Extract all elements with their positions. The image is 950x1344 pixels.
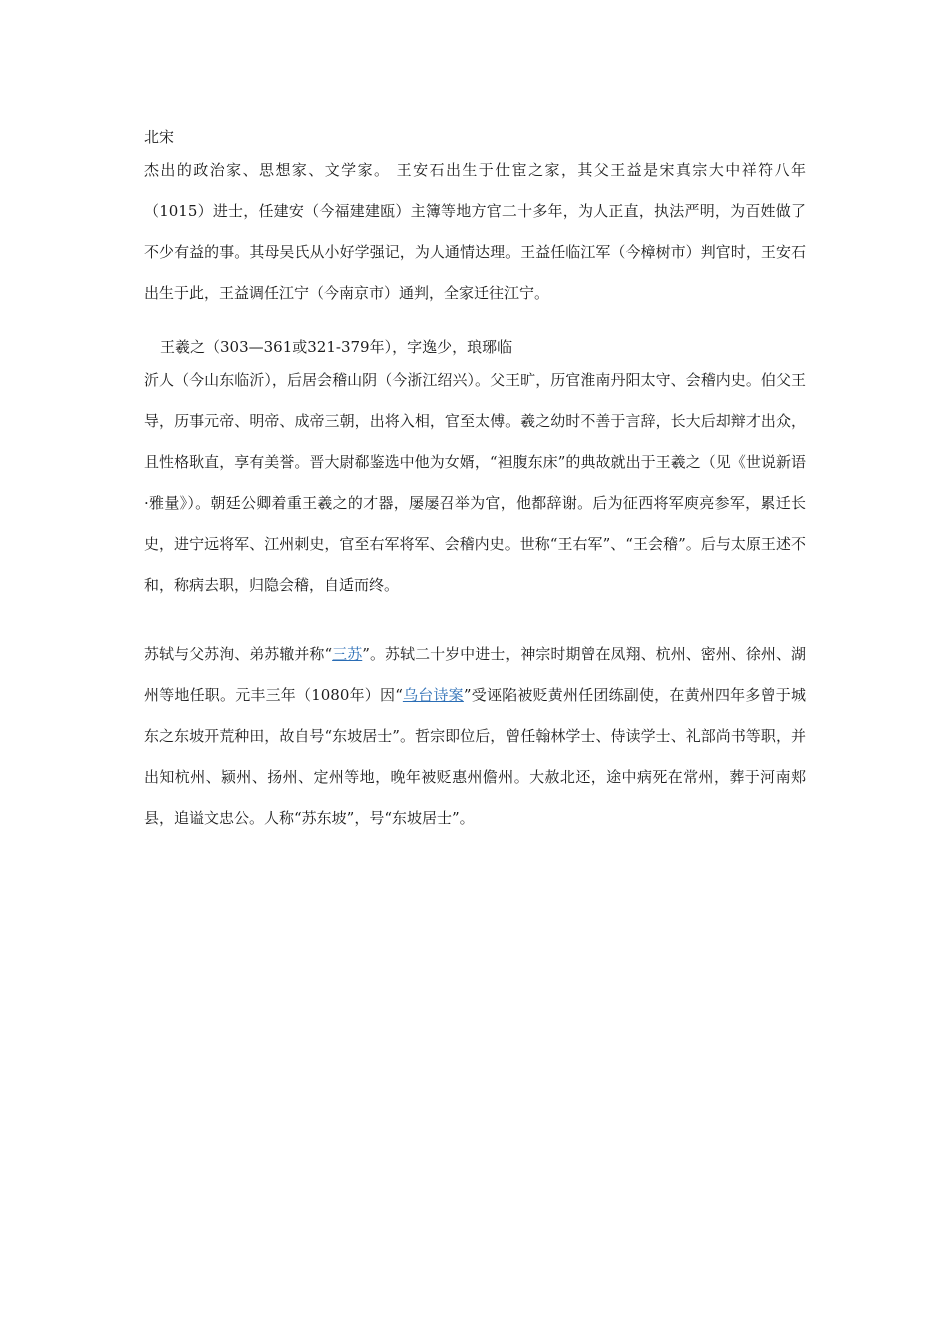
document-page — [144, 124, 806, 839]
link-wutai-shi-an[interactable]: 乌台诗案 — [402, 686, 464, 704]
paragraph-wang-anshi: 杰出的政治家、思想家、文学家。 王安石出生于仕宦之家，其父王益是宋真宗大中祥符八年（1015）进士，任建安（今福建建瓯）主簿等地方官二十多年，为人正直，执法严明，为百姓做了不少有益的事。其母吴氏从小好学强记，为人通情达理。王益任临江军（今樟树市）判官时，王安石出生于此，王益调任江宁（今南京市）通判，全家迁往江宁。 — [144, 161, 806, 302]
text-segment: ”受诬陷被贬黄州任团练副使，在黄州四年多曾于城东之东坡开荒种田，故自号“东坡居士”。哲宗即位后，曾任翰林学士、侍读学士、礼部尚书等职，并出知杭州、颍州、扬州、定州等地，晚年被贬惠州儋州。大赦北还，途中病死在常州，葬于河南郏县，追谥文忠公。人称“苏东坡”，号“东坡居士”。 — [144, 686, 806, 827]
text-segment: ”。苏轼二十岁中进士，神宗时期曾在凤翔、杭州、密州、徐州、湖州等地任职。元丰三年（1080年）因“ — [144, 645, 807, 704]
section-wang-xizhi — [144, 334, 806, 606]
section-heading: 北宋 — [144, 128, 175, 146]
paragraph-wang-xizhi: 沂人（今山东临沂），后居会稽山阴（今浙江绍兴）。父王旷，历官淮南丹阳太守、会稽内史。伯父王导，历事元帝、明帝、成帝三朝，出将入相，官至太傅。羲之幼时不善于言辞，长大后却辩才出众，且性格耿直，享有美誉。晋大尉郗鉴选中他为女婿，“袒腹东床”的典故就出于王羲之（见《世说新语·雅量》）。朝廷公卿着重王羲之的才器，屡屡召举为官，他都辞谢。后为征西将军庾亮参军，累迁长史，进宁远将军、江州刺史，官至右军将军、会稽内史。世称“王右军”、“王会稽”。后与太原王述不和，称病去职，归隐会稽，自适而终。 — [144, 371, 806, 594]
section-heading: 王羲之（303—361或321-379年），字逸少，琅琊临 — [160, 338, 513, 356]
text-segment: 苏轼与父苏洵、弟苏辙并称“ — [144, 645, 333, 663]
section-su-shi — [144, 634, 806, 839]
section-wang-anshi — [144, 124, 806, 314]
link-san-su[interactable]: 三苏 — [332, 645, 363, 663]
paragraph-su-shi — [144, 634, 806, 839]
